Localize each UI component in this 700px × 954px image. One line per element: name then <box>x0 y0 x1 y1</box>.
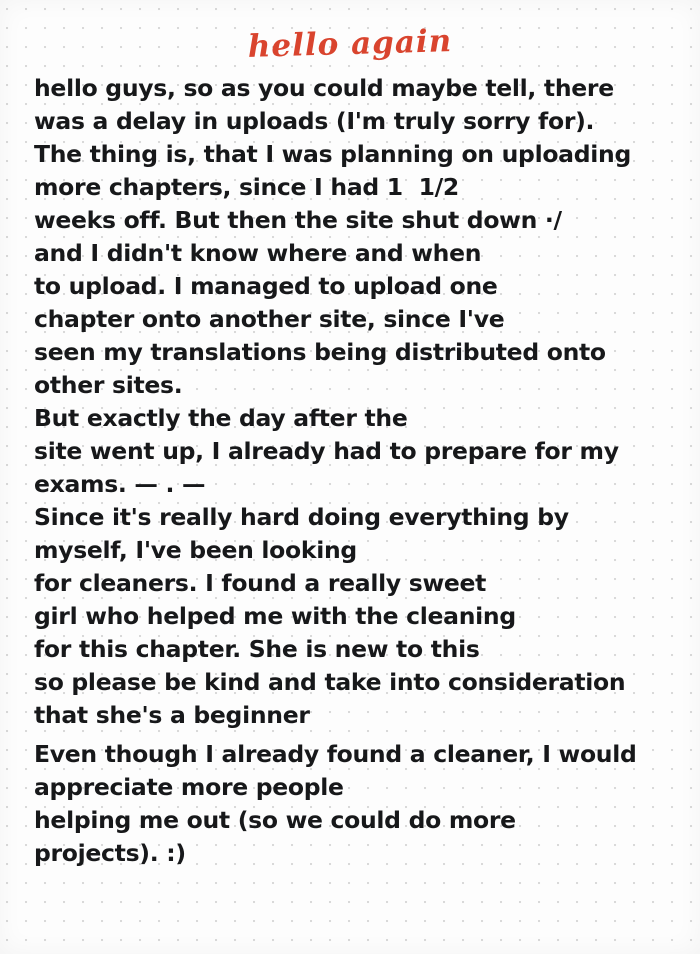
note-line: weeks off. But then the site shut down ·/ <box>34 206 562 234</box>
note-line: The thing is, that I was planning on uploading <box>34 140 631 168</box>
note-line: was a delay in uploads (I'm truly sorry for). <box>34 107 595 135</box>
note-title: hello again <box>247 23 453 65</box>
note-line: more chapters, since I had 1 1/2 <box>34 173 459 201</box>
note-line: other sites. <box>34 371 183 399</box>
note-line: projects). :) <box>34 839 186 867</box>
note-line: But exactly the day after the <box>34 404 408 432</box>
note-body <box>34 72 674 870</box>
note-line: helping me out (so we could do more <box>34 806 516 834</box>
note-line: Since it's really hard doing everything by <box>34 503 569 531</box>
note-line: Even though I already found a cleaner, I would <box>34 740 637 768</box>
note-line: site went up, I already had to prepare for my <box>34 437 619 465</box>
note-line: hello guys, so as you could maybe tell, there <box>34 74 614 102</box>
note-line: myself, I've been looking <box>34 536 357 564</box>
note-line: so please be kind and take into consideration <box>34 668 626 696</box>
note-line: girl who helped me with the cleaning <box>34 602 516 630</box>
note-line: that she's a beginner <box>34 701 310 729</box>
note-line: and I didn't know where and when <box>34 239 482 267</box>
note-line: exams. — . — <box>34 470 206 498</box>
note-line: seen my translations being distributed onto <box>34 338 606 366</box>
note-line: chapter onto another site, since I've <box>34 305 505 333</box>
note-line: for this chapter. She is new to this <box>34 635 480 663</box>
note-line: for cleaners. I found a really sweet <box>34 569 487 597</box>
note-line: appreciate more people <box>34 773 344 801</box>
note-line: to upload. I managed to upload one <box>34 272 498 300</box>
